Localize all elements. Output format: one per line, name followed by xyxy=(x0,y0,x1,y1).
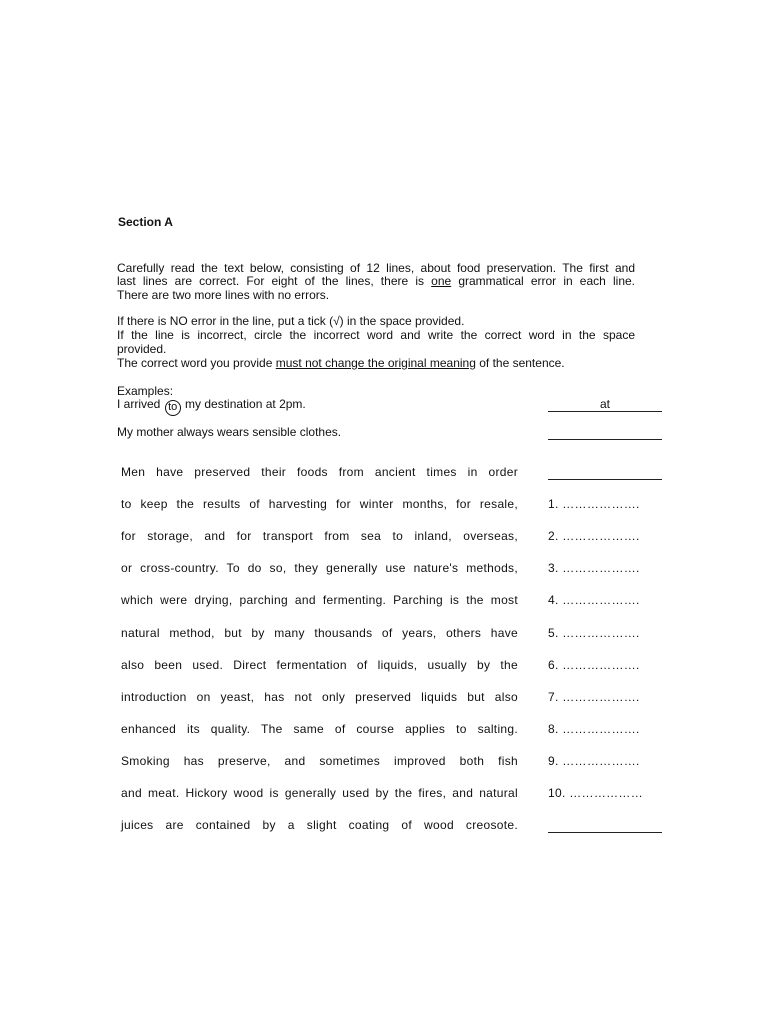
passage-line: Smoking has preserve, and sometimes improved both fish xyxy=(121,754,518,768)
instruction-line xyxy=(117,275,635,289)
answer-slot[interactable]: 8. ………………. xyxy=(548,722,640,736)
answer-slot[interactable]: 9. ………………. xyxy=(548,754,640,768)
answer-slot[interactable]: 6. ………………. xyxy=(548,658,640,672)
passage-line: to keep the results of harvesting for winter months, for resale, xyxy=(121,497,518,511)
answer-slot[interactable]: 3. ………………. xyxy=(548,561,640,575)
instruction-line: If there is NO error in the line, put a tick (√) in the space provided. xyxy=(117,314,465,328)
passage-line: also been used. Direct fermentation of liquids, usually by the xyxy=(121,658,518,672)
answer-blank[interactable] xyxy=(548,820,662,833)
example-2: My mother always wears sensible clothes. xyxy=(117,425,342,439)
answer-slot[interactable]: 1. ………………. xyxy=(548,497,640,511)
instruction-line: If the line is incorrect, circle the incorrect word and write the correct word in the space xyxy=(117,328,635,342)
section-title: Section A xyxy=(118,215,173,229)
emphasis-one: one xyxy=(431,274,452,288)
instruction-text: of the sentence. xyxy=(475,356,565,370)
instruction-line: Carefully read the text below, consisting of 12 lines, about food preservation. The first and xyxy=(117,261,635,275)
instruction-line: provided. xyxy=(117,342,167,356)
passage-line: enhanced its quality. The same of course applies to salting. xyxy=(121,722,518,736)
answer-slot[interactable]: 10. ……………… xyxy=(548,786,644,800)
examples-label: Examples: xyxy=(117,384,174,398)
passage-line: Men have preserved their foods from ancient times in order xyxy=(121,465,518,479)
passage-line: juices are contained by a slight coating of wood creosote. xyxy=(121,818,518,832)
passage-line: which were drying, parching and fermenting. Parching is the most xyxy=(121,593,518,607)
instruction-text: last lines are correct. For eight of the lines, there is xyxy=(117,274,432,288)
instruction-line xyxy=(117,357,635,371)
example-text: my destination at 2pm. xyxy=(181,397,306,411)
answer-blank xyxy=(548,427,662,440)
instruction-line: There are two more lines with no errors. xyxy=(117,288,330,302)
instruction-text: The correct word you provide xyxy=(117,356,276,370)
passage-line: introduction on yeast, has not only preserved liquids but also xyxy=(121,690,518,704)
passage-line: and meat. Hickory wood is generally used by the fires, and natural xyxy=(121,786,518,800)
instruction-text: grammatical error in each line. xyxy=(451,274,635,288)
circled-word: to xyxy=(165,400,181,416)
example-1-answer: at xyxy=(599,397,610,411)
answer-slot[interactable]: 2. ………………. xyxy=(548,529,640,543)
passage-line: for storage, and for transport from sea to inland, overseas, xyxy=(121,529,518,543)
answer-slot[interactable]: 7. ………………. xyxy=(548,690,640,704)
passage-line: natural method, but by many thousands of years, others have xyxy=(121,626,518,640)
answer-blank xyxy=(548,399,662,412)
passage-line: or cross-country. To do so, they generally use nature's methods, xyxy=(121,561,518,575)
answer-slot[interactable]: 5. ………………. xyxy=(548,626,640,640)
example-1 xyxy=(117,397,306,416)
answer-slot[interactable]: 4. ………………. xyxy=(548,593,640,607)
example-text: I arrived xyxy=(117,397,164,411)
emphasis-meaning: must not change the original meaning xyxy=(275,356,476,370)
answer-blank[interactable] xyxy=(548,467,662,480)
